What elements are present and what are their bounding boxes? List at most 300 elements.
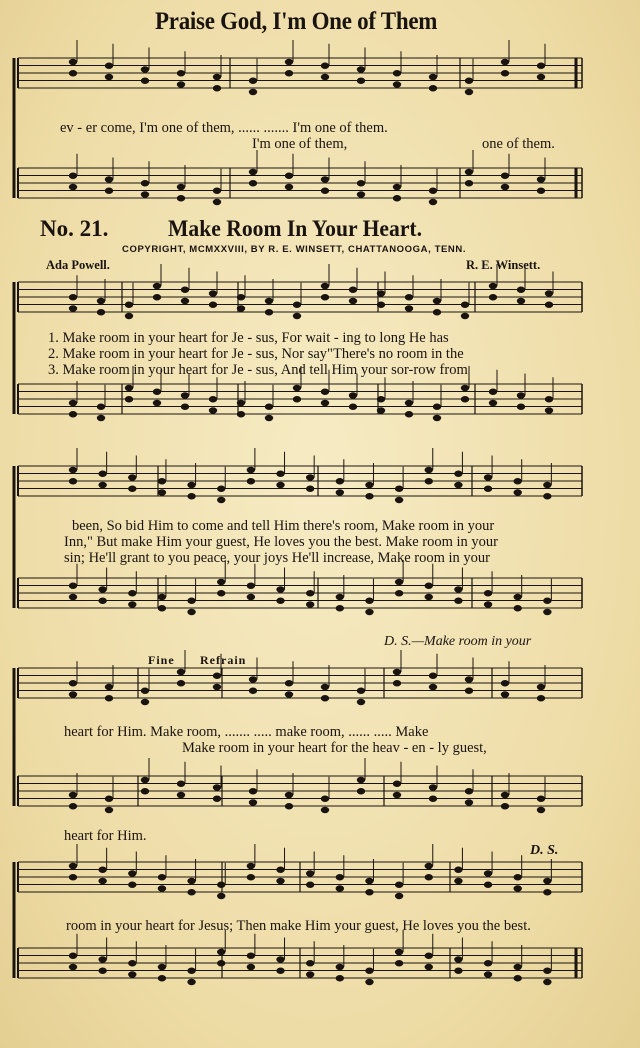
note-head (336, 885, 344, 891)
note-head (537, 807, 545, 813)
note-head (543, 598, 551, 604)
note-head (125, 396, 133, 402)
note-head (357, 699, 365, 705)
note-head (537, 176, 545, 182)
note-head (357, 191, 365, 197)
note-head (433, 415, 441, 421)
note-head (454, 867, 462, 873)
note-head (153, 294, 161, 300)
note-head (285, 803, 293, 809)
note-head (69, 964, 77, 970)
hymn-number: No. 21. (40, 216, 109, 241)
note-head (321, 695, 329, 701)
note-head (429, 85, 437, 91)
note-head (336, 594, 344, 600)
note-head (177, 669, 185, 675)
note-head (537, 74, 545, 80)
note-head (187, 889, 195, 895)
note-head (336, 478, 344, 484)
note-head (425, 964, 433, 970)
note-head (349, 392, 357, 398)
note-head (105, 796, 113, 802)
copyright: COPYRIGHT, MCMXXVIII, BY R. E. WINSETT, CHATTANOOGA, TENN. (122, 244, 467, 255)
note-head (213, 684, 221, 690)
note-head (484, 601, 492, 607)
note-head (514, 964, 522, 970)
note-head (454, 598, 462, 604)
refrain-line1: heart for Him. Make room, ....... ..... make room, ...... ..... Make (64, 724, 429, 740)
note-head (69, 583, 77, 589)
note-head (321, 389, 329, 395)
note-head (425, 953, 433, 959)
note-head (501, 680, 509, 686)
note-head (543, 968, 551, 974)
note-head (158, 489, 166, 495)
note-head (543, 979, 551, 985)
note-head (514, 478, 522, 484)
note-head (357, 788, 365, 794)
note-head (69, 467, 77, 473)
note-head (249, 676, 257, 682)
verse-2-line2: Inn," But make Him your guest, He loves you the best. Make room in your (64, 534, 499, 550)
verse-2-line1: 2. Make room in your heart for Je - sus, Nor say"There's no room in the (48, 346, 464, 362)
note-head (105, 63, 113, 69)
verse-1-line2: been, So bid Him to come and tell Him there's room, Make room in your (72, 518, 495, 534)
note-head (187, 598, 195, 604)
note-head (489, 283, 497, 289)
note-head (128, 960, 136, 966)
note-head (465, 78, 473, 84)
note-head (545, 396, 553, 402)
note-head (293, 385, 301, 391)
note-head (543, 889, 551, 895)
note-head (461, 313, 469, 319)
refrain-line2: Make room in your heart for the heav - en - ly guest, (182, 740, 487, 756)
note-head (265, 415, 273, 421)
note-head (285, 184, 293, 190)
note-head (276, 598, 284, 604)
note-head (158, 605, 166, 611)
note-head (98, 471, 106, 477)
note-head (69, 680, 77, 686)
note-head (543, 609, 551, 615)
note-head (365, 968, 373, 974)
note-head (336, 874, 344, 880)
note-head (537, 695, 545, 701)
note-head (429, 74, 437, 80)
note-head (461, 385, 469, 391)
note-head (209, 290, 217, 296)
note-head (105, 74, 113, 80)
note-head (405, 400, 413, 406)
note-head (377, 302, 385, 308)
note-head (209, 407, 217, 413)
note-head (125, 313, 133, 319)
note-head (247, 467, 255, 473)
note-head (217, 590, 225, 596)
note-head (461, 302, 469, 308)
note-head (125, 385, 133, 391)
note-head (181, 392, 189, 398)
note-head (69, 803, 77, 809)
note-head (213, 199, 221, 205)
note-head (69, 70, 77, 76)
note-head (97, 404, 105, 410)
note-head (425, 863, 433, 869)
note-head (213, 673, 221, 679)
note-head (158, 874, 166, 880)
note-head (128, 971, 136, 977)
note-head (97, 415, 105, 421)
verse-1-line1: 1. Make room in your heart for Je - sus, For wait - ing to long He has (48, 330, 449, 346)
note-head (321, 74, 329, 80)
note-head (213, 85, 221, 91)
note-head (105, 684, 113, 690)
note-head (158, 964, 166, 970)
note-head (321, 807, 329, 813)
note-head (543, 493, 551, 499)
note-head (249, 89, 257, 95)
note-head (484, 971, 492, 977)
note-head (141, 180, 149, 186)
note-head (181, 404, 189, 410)
note-head (217, 949, 225, 955)
note-head (537, 63, 545, 69)
note-head (265, 309, 273, 315)
note-head (177, 195, 185, 201)
note-head (425, 467, 433, 473)
note-head (249, 688, 257, 694)
note-head (425, 874, 433, 880)
top-hymn-lyrics-line2b: one of them. (482, 136, 555, 152)
note-head (306, 590, 314, 596)
note-head (517, 287, 525, 293)
note-head (433, 404, 441, 410)
ds-mark: D. S. (530, 843, 559, 858)
note-head (276, 867, 284, 873)
note-head (98, 956, 106, 962)
note-head (484, 960, 492, 966)
note-head (125, 302, 133, 308)
note-head (365, 979, 373, 985)
note-head (69, 953, 77, 959)
note-head (393, 680, 401, 686)
note-head (276, 878, 284, 884)
note-head (393, 195, 401, 201)
note-head (306, 486, 314, 492)
note-head (501, 184, 509, 190)
note-head (141, 191, 149, 197)
note-head (69, 691, 77, 697)
note-head (306, 601, 314, 607)
note-head (285, 792, 293, 798)
note-head (501, 70, 509, 76)
note-head (545, 302, 553, 308)
note-head (69, 173, 77, 179)
ds-text: D. S.—Make room in your (384, 634, 532, 649)
note-head (213, 796, 221, 802)
refrain-marker: Refrain (200, 653, 247, 667)
note-head (395, 486, 403, 492)
note-head (321, 400, 329, 406)
note-head (395, 949, 403, 955)
note-head (465, 180, 473, 186)
note-head (321, 63, 329, 69)
note-head (405, 411, 413, 417)
note-head (105, 695, 113, 701)
fine-marker: Fine (148, 653, 175, 667)
note-head (285, 70, 293, 76)
note-head (141, 699, 149, 705)
note-head (365, 889, 373, 895)
note-head (537, 188, 545, 194)
note-head (306, 971, 314, 977)
note-head (285, 59, 293, 65)
note-head (517, 404, 525, 410)
note-head (514, 594, 522, 600)
note-head (514, 975, 522, 981)
note-head (489, 400, 497, 406)
note-head (484, 486, 492, 492)
note-head (237, 400, 245, 406)
note-head (465, 89, 473, 95)
note-head (306, 474, 314, 480)
note-head (98, 598, 106, 604)
note-head (395, 497, 403, 503)
note-head (349, 298, 357, 304)
note-head (545, 290, 553, 296)
refrain-bass-line: heart for Him. (64, 828, 147, 844)
note-head (213, 74, 221, 80)
note-head (429, 188, 437, 194)
note-head (306, 882, 314, 888)
note-head (465, 788, 473, 794)
note-head (365, 598, 373, 604)
note-head (217, 579, 225, 585)
note-head (213, 784, 221, 790)
note-head (69, 184, 77, 190)
note-head (306, 870, 314, 876)
note-head (187, 878, 195, 884)
note-head (484, 590, 492, 596)
note-head (429, 673, 437, 679)
note-head (393, 70, 401, 76)
note-head (69, 411, 77, 417)
note-head (377, 396, 385, 402)
note-head (128, 870, 136, 876)
note-head (349, 287, 357, 293)
note-head (237, 294, 245, 300)
note-head (247, 964, 255, 970)
note-head (321, 796, 329, 802)
note-head (429, 784, 437, 790)
note-head (321, 176, 329, 182)
note-head (187, 493, 195, 499)
note-head (128, 486, 136, 492)
note-head (465, 799, 473, 805)
note-head (517, 392, 525, 398)
note-head (425, 478, 433, 484)
note-head (336, 489, 344, 495)
note-head (357, 78, 365, 84)
note-head (484, 882, 492, 888)
note-head (537, 796, 545, 802)
note-head (377, 290, 385, 296)
note-head (285, 691, 293, 697)
note-head (321, 684, 329, 690)
note-head (177, 792, 185, 798)
note-head (128, 882, 136, 888)
note-head (365, 878, 373, 884)
note-head (405, 294, 413, 300)
note-head (187, 609, 195, 615)
note-head (249, 799, 257, 805)
note-head (69, 874, 77, 880)
note-head (249, 169, 257, 175)
note-head (465, 676, 473, 682)
note-head (209, 396, 217, 402)
note-head (265, 404, 273, 410)
note-head (433, 298, 441, 304)
note-head (454, 471, 462, 477)
note-head (357, 688, 365, 694)
note-head (501, 803, 509, 809)
note-head (69, 792, 77, 798)
note-head (105, 807, 113, 813)
verse-3-line1: 3. Make room in your heart for Je - sus, And tell Him your sor-row from (48, 362, 468, 378)
note-head (97, 309, 105, 315)
note-head (357, 66, 365, 72)
note-head (543, 878, 551, 884)
note-head (365, 493, 373, 499)
note-head (177, 184, 185, 190)
note-head (97, 298, 105, 304)
note-head (141, 788, 149, 794)
note-head (454, 956, 462, 962)
note-head (465, 688, 473, 694)
note-head (181, 298, 189, 304)
note-head (357, 777, 365, 783)
note-head (128, 590, 136, 596)
note-head (514, 874, 522, 880)
note-head (393, 184, 401, 190)
note-head (158, 885, 166, 891)
top-hymn-lyrics-line2a: I'm one of them, (252, 136, 348, 152)
note-head (501, 691, 509, 697)
note-head (405, 305, 413, 311)
note-head (276, 586, 284, 592)
note-head (393, 81, 401, 87)
note-head (501, 173, 509, 179)
note-head (247, 874, 255, 880)
top-hymn-lyrics-line1: ev - er come, I'm one of them, ...... ....... I'm one of them. (60, 120, 388, 136)
note-head (69, 305, 77, 311)
note-head (501, 59, 509, 65)
note-head (276, 968, 284, 974)
note-head (247, 863, 255, 869)
note-head (69, 294, 77, 300)
note-head (153, 283, 161, 289)
note-head (69, 59, 77, 65)
note-head (276, 471, 284, 477)
note-head (69, 478, 77, 484)
note-head (395, 590, 403, 596)
note-head (349, 404, 357, 410)
note-head (217, 882, 225, 888)
note-head (365, 609, 373, 615)
note-head (489, 294, 497, 300)
verse-3-line2: sin; He'll grant to you peace, your joys He'll increase, Make room in your (64, 550, 491, 566)
note-head (336, 964, 344, 970)
note-head (321, 294, 329, 300)
top-hymn-title: Praise God, I'm One of Them (155, 8, 438, 35)
note-head (98, 867, 106, 873)
hymn-title: Make Room In Your Heart. (168, 216, 423, 241)
note-head (98, 482, 106, 488)
note-head (217, 497, 225, 503)
note-head (393, 792, 401, 798)
note-head (187, 482, 195, 488)
note-head (365, 482, 373, 488)
words-credit: Ada Powell. (46, 258, 110, 272)
note-head (177, 680, 185, 686)
note-head (247, 583, 255, 589)
note-head (285, 680, 293, 686)
note-head (217, 960, 225, 966)
note-head (141, 777, 149, 783)
note-head (433, 309, 441, 315)
note-head (395, 960, 403, 966)
note-head (545, 407, 553, 413)
note-head (217, 486, 225, 492)
note-head (514, 885, 522, 891)
note-head (461, 396, 469, 402)
note-head (158, 975, 166, 981)
note-head (217, 893, 225, 899)
note-head (454, 482, 462, 488)
note-head (141, 688, 149, 694)
note-head (247, 478, 255, 484)
note-head (429, 199, 437, 205)
note-head (393, 669, 401, 675)
note-head (177, 781, 185, 787)
note-head (293, 302, 301, 308)
note-head (543, 482, 551, 488)
note-head (321, 188, 329, 194)
note-head (187, 979, 195, 985)
refrain-line3: room in your heart for Jesus; Then make Him your guest, He loves you the best. (66, 918, 531, 934)
note-head (247, 594, 255, 600)
note-head (489, 389, 497, 395)
note-head (249, 788, 257, 794)
note-head (484, 870, 492, 876)
note-head (153, 400, 161, 406)
note-head (141, 66, 149, 72)
note-head (395, 579, 403, 585)
note-head (249, 78, 257, 84)
note-head (454, 878, 462, 884)
note-head (187, 968, 195, 974)
note-head (537, 684, 545, 690)
note-head (69, 863, 77, 869)
note-head (181, 287, 189, 293)
note-head (153, 389, 161, 395)
note-head (265, 298, 273, 304)
note-head (293, 396, 301, 402)
note-head (247, 953, 255, 959)
note-head (514, 605, 522, 611)
note-head (237, 305, 245, 311)
